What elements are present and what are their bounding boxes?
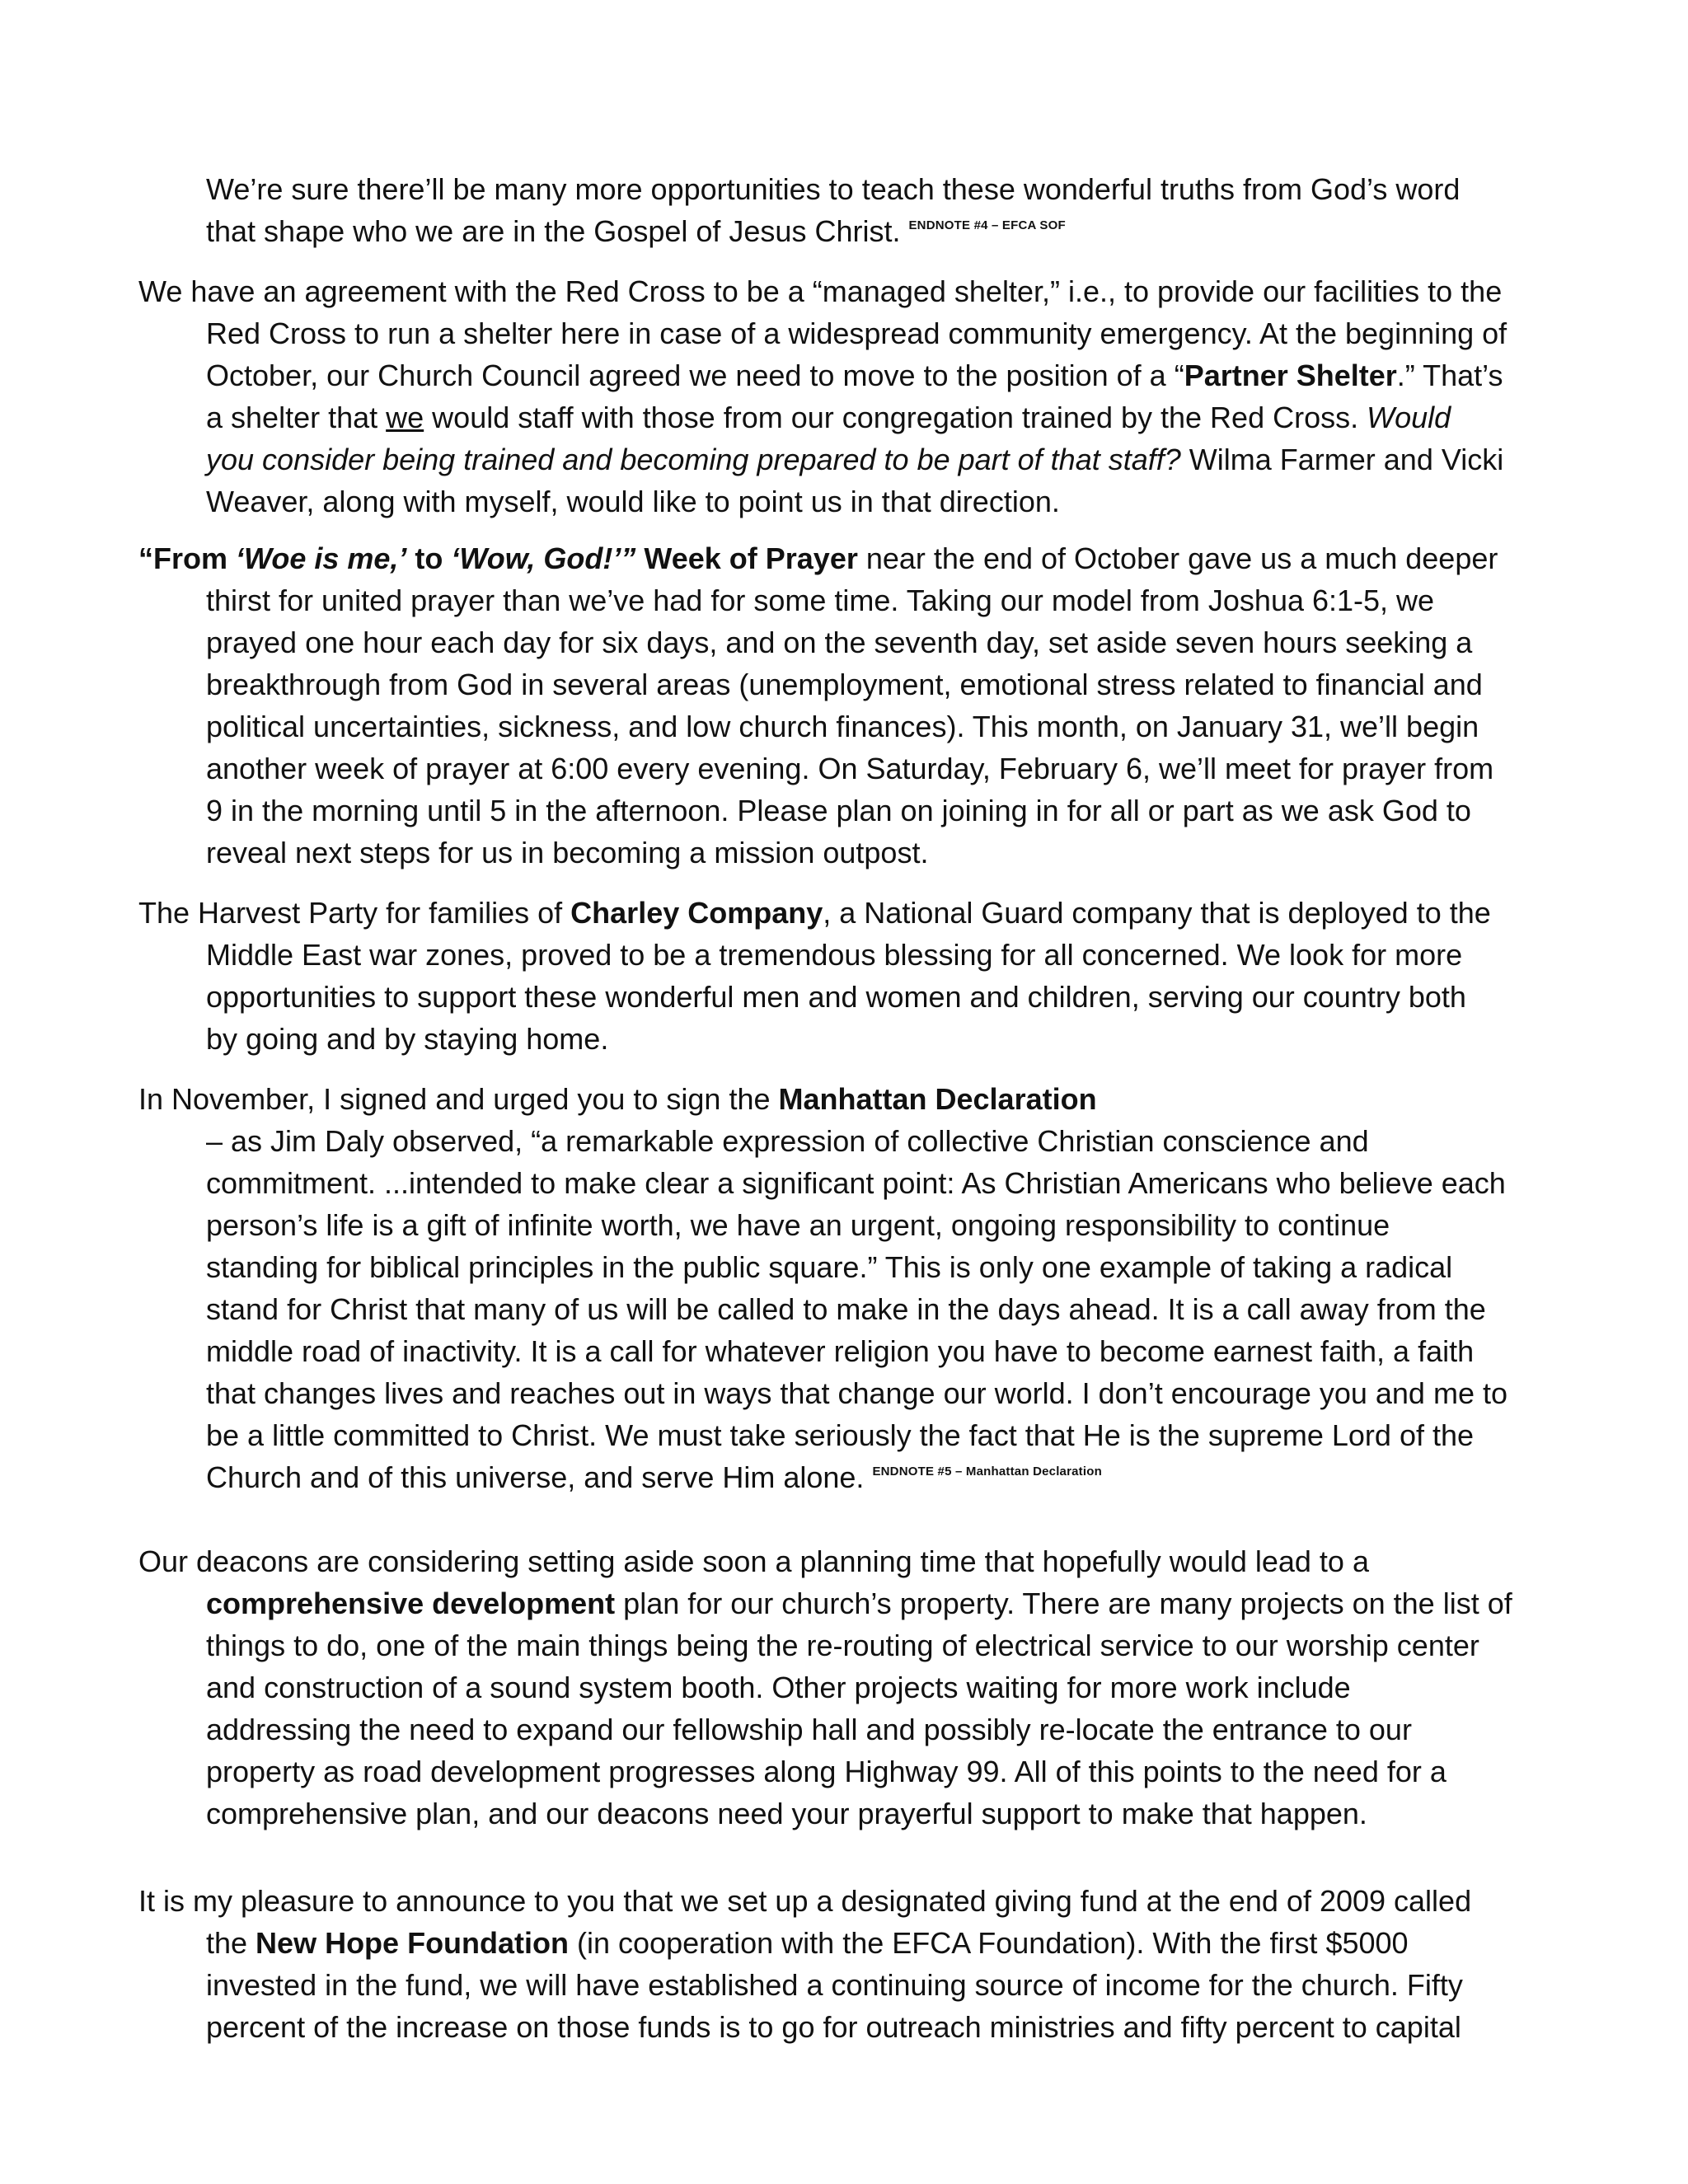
text-line: – as Jim Daly observed, “a remarkable expression of collective Christian conscience and [206,1124,1369,1158]
text-line: Our deacons are considering setting aside soon a planning time that hopefully would lead to a [138,1544,1369,1578]
text-line: the New Hope Foundation (in cooperation with the EFCA Foundation). With the first $5000 [206,1926,1409,1960]
text-line: Church and of this universe, and serve Him alone. $^{ENDNOTE \#5 - Manhattan Declaration}$ [206,1460,1102,1494]
text-line: Middle East war zones, proved to be a tremendous blessing for all concerned. We look for more [206,938,1463,972]
endnote-marker: ENDNOTE #5 – Manhattan Declaration [872,1465,1102,1479]
text-line: percent of the increase on those funds is to go for outreach ministries and fifty percent to capital [206,2010,1461,2044]
text-line: commitment. ...intended to make clear a significant point: As Christian Americans who believe each [206,1166,1506,1200]
text-line: It is my pleasure to announce to you that we set up a designated giving fund at the end of 2009 called [138,1884,1472,1918]
text-line: We have an agreement with the Red Cross to be a “managed shelter,” i.e., to provide our facilities to the [138,274,1503,308]
text-line: be a little committed to Christ. We must take seriously the fact that He is the supreme Lord of the [206,1418,1475,1452]
paragraph-red-cross-shelter [138,270,1556,523]
text-line: October, our Church Council agreed we need to move to the position of a “Partner Shelter.” That’s [206,359,1503,392]
text-line: political uncertainties, sickness, and low church finances). This month, on January 31, we’ll begin [206,710,1479,743]
text-line: We’re sure there’ll be many more opportunities to teach these wonderful truths from God’s word [206,172,1461,206]
new-hope-foundation-term: New Hope Foundation [256,1926,570,1960]
partner-shelter-term: Partner Shelter [1184,359,1397,392]
paragraph-manhattan-declaration [138,1078,1556,1498]
text-line: another week of prayer at 6:00 every evening. On Saturday, February 6, we’ll meet for prayer from [206,752,1494,785]
text-line: Weaver, along with myself, would like to point us in that direction. [206,485,1060,518]
text-line: standing for biblical principles in the public square.” This is only one example of taking a radical [206,1250,1453,1284]
text-line: middle road of inactivity. It is a call for whatever religion you have to become earnest faith, a faith [206,1334,1475,1368]
emphasis-we: we [386,401,424,434]
text-line: opportunities to support these wonderful men and women and children, serving our country both [206,980,1466,1014]
paragraph-new-hope-foundation [138,1880,1556,2048]
text-line: you consider being trained and becoming prepared to be part of that staff? Wilma Farmer and Vicki [206,443,1504,476]
text-line: breakthrough from God in several areas (unemployment, emotional stress related to financial and [206,668,1483,701]
text-line: reveal next steps for us in becoming a mission outpost. [206,836,929,869]
text-line: a shelter that we would staff with those from our congregation trained by the Red Cross. Would [206,401,1451,434]
text-line: property as road development progresses along Highway 99. All of this points to the need for a [206,1755,1447,1788]
question-italic: you consider being trained and becoming prepared to be part of that staff? [206,443,1181,476]
paragraph-week-of-prayer [138,537,1556,874]
manhattan-declaration-term: Manhattan Declaration [778,1082,1097,1116]
paragraph-comprehensive-development [138,1540,1556,1835]
text-line: “From ‘Woe is me,’ to ‘Wow, God!’” Week of Prayer near the end of October gave us a much deeper [138,541,1498,575]
paragraph-harvest-party [138,892,1556,1060]
text-line: Red Cross to run a shelter here in case of a widespread community emergency. At the beginning of [206,316,1507,350]
text-line: 9 in the morning until 5 in the afternoon. Please plan on joining in for all or part as we ask God to [206,794,1471,827]
comprehensive-development-term: comprehensive development [206,1586,616,1620]
text-line: In November, I signed and urged you to sign the Manhattan Declaration [138,1082,1097,1116]
text-line: and construction of a sound system booth. Other projects waiting for more work include [206,1671,1351,1704]
text-line: invested in the fund, we will have established a continuing source of income for the church. Fifty [206,1968,1463,2002]
text-line: person’s life is a gift of infinite worth, we have an urgent, ongoing responsibility to continue [206,1208,1390,1242]
text-line: by going and by staying home. [206,1022,609,1056]
text-line: prayed one hour each day for six days, and on the seventh day, set aside seven hours seeking a [206,626,1473,659]
text-line: things to do, one of the main things being the re-routing of electrical service to our worship center [206,1629,1479,1662]
paragraph-sof-continuation [138,168,1556,252]
text-line: comprehensive plan, and our deacons need your prayerful support to make that happen. [206,1797,1367,1830]
charley-company-term: Charley Company [570,896,823,930]
text-line: stand for Christ that many of us will be called to make in the days ahead. It is a call away from the [206,1292,1486,1326]
text-line: addressing the need to expand our fellowship hall and possibly re-locate the entrance to our [206,1713,1412,1746]
text-line: that changes lives and reaches out in ways that change our world. I don’t encourage you and me to [206,1376,1507,1410]
text-line: The Harvest Party for families of Charley Company, a National Guard company that is deployed to the [138,896,1491,930]
text-line: that shape who we are in the Gospel of Jesus Christ. $^{ENDNOTE \#4 - EFCA SOF}$ [206,214,1066,248]
week-of-prayer-title: “From ‘Woe is me,’ to ‘Wow, God!’” Week of Prayer [138,541,858,575]
endnote-marker: ENDNOTE #4 – EFCA SOF [908,218,1066,232]
text-line: thirst for united prayer than we’ve had for some time. Taking our model from Joshua 6:1-5, we [206,583,1435,617]
text-line: comprehensive development plan for our church’s property. There are many projects on the list of [206,1586,1512,1620]
